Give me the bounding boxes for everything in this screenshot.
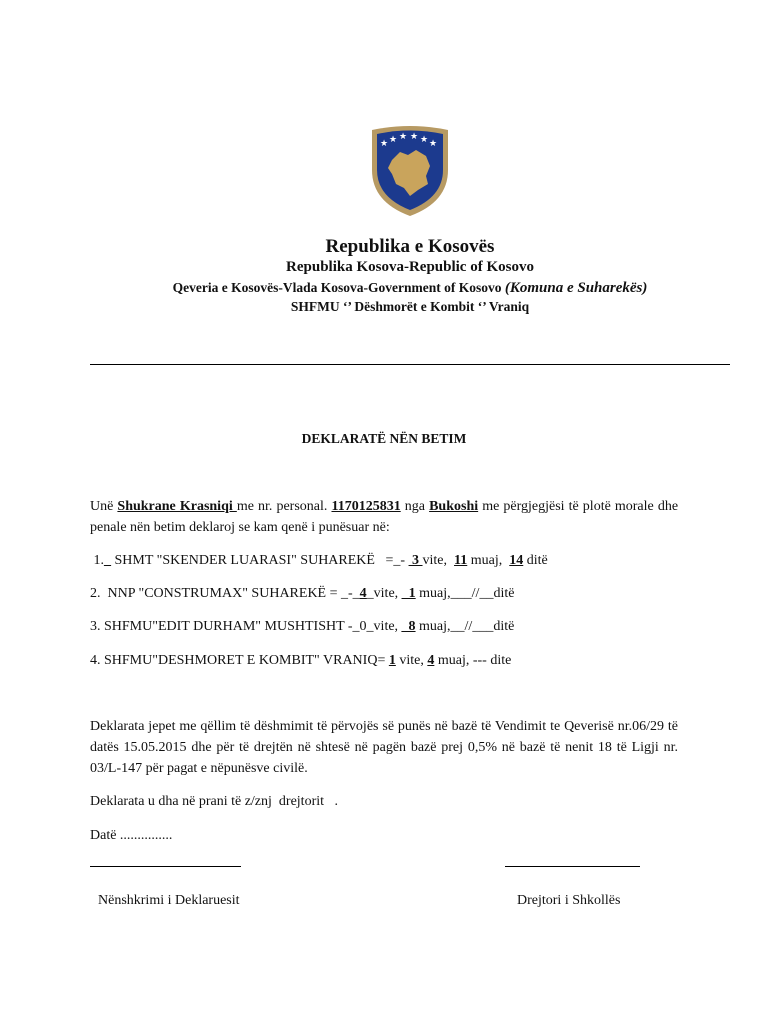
employment-item-3 xyxy=(90,617,514,637)
presence-line: Deklarata u dha në prani të z/znj drejtorit . xyxy=(90,794,339,809)
coat-of-arms-icon xyxy=(368,124,452,218)
declarant-place: Bukoshi xyxy=(429,499,479,514)
item-text: vite, xyxy=(422,553,455,568)
header-title: Republika e Kosovës xyxy=(325,236,495,257)
header-school: SHFMU ‘’ Dëshmorët e Kombit ‘’ Vraniq xyxy=(290,299,530,314)
item-value: _ xyxy=(104,553,111,568)
declarant-signature-line xyxy=(90,866,241,867)
item-text: muaj,__//___ditë xyxy=(415,619,515,634)
director-signature-line xyxy=(505,866,640,867)
item-text: ditë xyxy=(523,553,548,568)
director-signature-label: Drejtori i Shkollës xyxy=(517,893,621,908)
svg-text:★: ★ xyxy=(380,139,389,149)
svg-text:★: ★ xyxy=(420,135,429,145)
item-text: SHMT "SKENDER LUARASI" SUHAREKË =_- xyxy=(111,553,409,568)
item-text: 2. NNP "CONSTRUMAX" SUHAREKË = _-_ xyxy=(90,586,360,601)
item-months: _8 xyxy=(401,619,416,634)
svg-text:★: ★ xyxy=(410,132,419,142)
employment-item-1 xyxy=(90,551,548,571)
item-text: 1. xyxy=(90,553,104,568)
item-text: muaj, xyxy=(467,553,510,568)
svg-text:★: ★ xyxy=(429,139,438,149)
svg-text:★: ★ xyxy=(399,132,408,142)
item-text: muaj,___//__ditë xyxy=(415,586,515,601)
item-text: _vite, xyxy=(366,586,402,601)
municipality-text: (Komuna e Suharekës) xyxy=(504,280,648,296)
item-years: 4 xyxy=(359,586,367,601)
header-divider xyxy=(90,364,730,365)
declarant-text: me përgjegjësi të plotë morale dhe penale nën betim deklaroj se kam qenë i punësuar në: xyxy=(90,499,679,535)
document-title: DEKLARATË NËN BETIM xyxy=(301,431,467,446)
header-subtitle: Republika Kosova-Republic of Kosovo xyxy=(286,259,534,275)
item-months: 4 xyxy=(427,653,435,668)
header-government-line xyxy=(0,280,768,297)
purpose-paragraph: Deklarata jepet me qëllim të dëshmimit të përvojës së punës në bazë të Vendimit te Qeverisë nr.06/29 të datës 15.05.2015 dhe për të drejtën në shtesë në pagën bazë prej 0,5% në bazë të nenit 18 të Ligji nr. 03/L-147 për pagat e nëpunësve civilë. xyxy=(90,719,678,776)
declarant-text: me nr. personal. xyxy=(236,499,332,514)
item-years: 1 xyxy=(388,653,396,668)
item-months: _1 xyxy=(401,586,416,601)
item-text: vite, xyxy=(395,653,428,668)
svg-text:★: ★ xyxy=(389,135,398,145)
date-line: Datë ............... xyxy=(90,828,173,843)
declarant-signature-label: Nënshkrimi i Deklaruesit xyxy=(98,893,240,908)
declarant-name: Shukrane Krasniqi xyxy=(117,499,237,514)
employment-item-4 xyxy=(90,651,511,671)
declarant-text: nga xyxy=(400,499,430,514)
personal-number: 1170125831 xyxy=(331,499,401,514)
item-months: 11 xyxy=(454,553,468,568)
item-days: 14 xyxy=(509,553,524,568)
government-text: Qeveria e Kosovës-Vlada Kosova-Government of Kosovo xyxy=(172,280,502,295)
employment-item-2 xyxy=(90,584,514,604)
item-text: muaj, --- dite xyxy=(434,653,512,668)
item-years: 3 xyxy=(408,553,423,568)
item-text: 3. SHFMU"EDIT DURHAM" MUSHTISHT -_0_vite, xyxy=(90,619,402,634)
declarant-text: Unë xyxy=(90,499,118,514)
item-text: 4. SHFMU"DESHMORET E KOMBIT" VRANIQ= xyxy=(90,653,389,668)
declarant-paragraph xyxy=(90,496,678,538)
